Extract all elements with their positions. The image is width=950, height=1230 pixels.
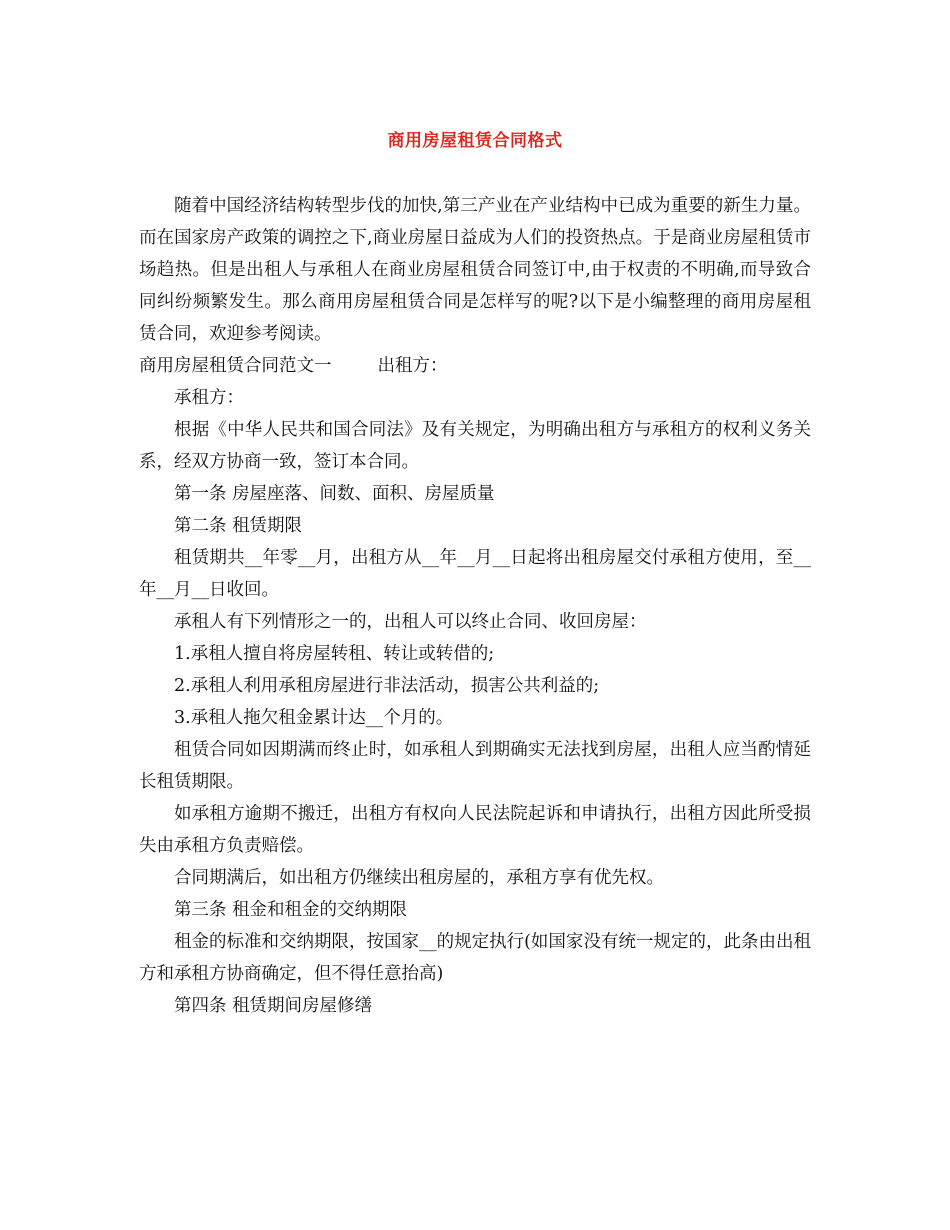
sample-heading-line [139, 350, 811, 382]
paragraph: 合同期满后，如出租方仍继续出租房屋的，承租方享有优先权。 [174, 868, 664, 888]
list-item: 2.承租人利用承租房屋进行非法活动，损害公共利益的; [174, 676, 600, 696]
list-item: 3.承租人拖欠租金累计达__个月的。 [174, 708, 454, 728]
paragraph: 租赁合同如因期满而终止时，如承租人到期确实无法找到房屋，出租人应当酌情延长租赁期限。 [139, 740, 811, 792]
paragraph: 租金的标准和交纳期限，按国家__的规定执行(如国家没有统一规定的，此条由出租方和承租方协商确定，但不得任意抬高) [139, 932, 811, 984]
paragraph: 如承租方逾期不搬迁，出租方有权向人民法院起诉和申请执行，出租方因此所受损失由承租方负责赔偿。 [139, 804, 811, 856]
paragraph: 租赁期共__年零__月，出租方从__年__月__日起将出租房屋交付承租方使用，至__年__月__日收回。 [139, 548, 811, 600]
intro-paragraph: 随着中国经济结构转型步伐的加快,第三产业在产业结构中已成为重要的新生力量。而在国家房产政策的调控之下,商业房屋日益成为人们的投资热点。于是商业房屋租赁市场趋热。但是出租人与承租人在商业房屋租赁合同签订中,由于权责的不明确,而导致合同纠纷频繁发生。那么商用房屋租赁合同是怎样写的呢?以下是小编整理的商用房屋租赁合同，欢迎参考阅读。 [139, 196, 811, 344]
clause-heading: 第四条 租赁期间房屋修缮 [174, 996, 373, 1016]
clause-heading: 第一条 房屋座落、间数、面积、房屋质量 [174, 484, 495, 504]
list-item: 1.承租人擅自将房屋转租、转让或转借的; [174, 644, 495, 664]
paragraph: 根据《中华人民共和国合同法》及有关规定，为明确出租方与承租方的权利义务关系，经双方协商一致，签订本合同。 [139, 420, 811, 472]
clause-heading: 第三条 租金和租金的交纳期限 [174, 900, 408, 920]
document-title: 商用房屋租赁合同格式 [387, 131, 563, 151]
paragraph: 承租人有下列情形之一的，出租人可以终止合同、收回房屋： [174, 612, 647, 632]
sample-heading: 商用房屋租赁合同范文一 [139, 356, 332, 376]
document-body [139, 190, 811, 1022]
lessee-label: 承租方： [174, 388, 244, 408]
lessor-label: 出租方： [377, 356, 448, 376]
clause-heading: 第二条 租赁期限 [174, 516, 303, 536]
